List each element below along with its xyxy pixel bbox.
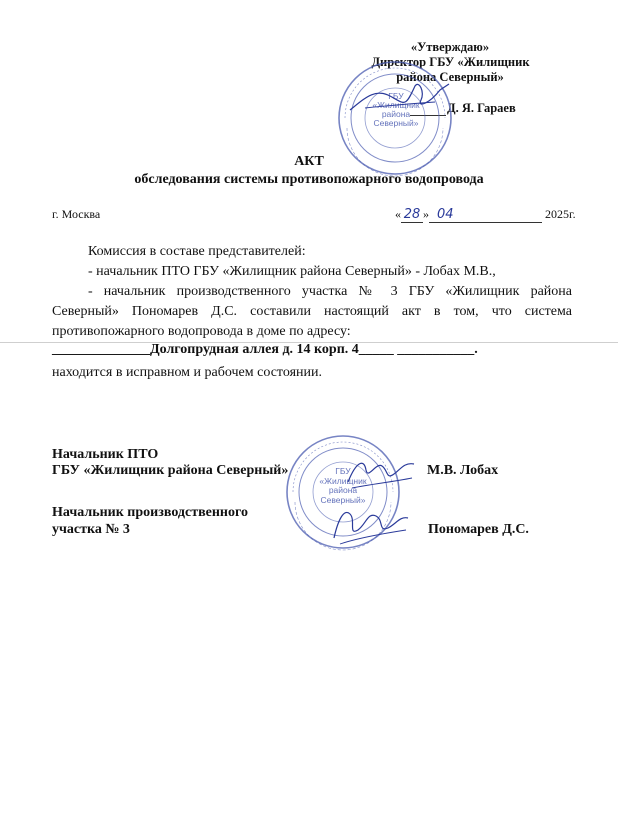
date-year: 2025г. xyxy=(545,207,576,221)
stamp-top-line3: района xyxy=(381,109,411,119)
stamp-bottom-line4: Северный» xyxy=(320,494,366,505)
commission-intro: Комиссия в составе представителей: xyxy=(88,244,306,259)
pto-title-line1: Начальник ПТО xyxy=(52,447,159,462)
approval-signer: Д. Я. Гараев xyxy=(447,101,516,115)
stamp-top-line4: Северный» xyxy=(373,118,419,128)
stamp-bottom-line1: ГБУ xyxy=(335,466,351,476)
building-address: ______________Долгопрудная аллея д. 14 корп. 4_____ ___________. xyxy=(52,342,478,357)
commission-member-2-line3: противопожарного водопровода в доме по адресу: xyxy=(52,324,351,339)
commission-member-2-line2: Северный» Пономарев Д.С. составили настоящий акт в том, что система xyxy=(52,304,572,319)
commission-member-2-line1: - начальник производственного участка № 3 ГБУ «Жилищник района xyxy=(88,284,572,299)
approval-position-line2: района Северный» xyxy=(396,70,504,84)
plot-name: Пономарев Д.С. xyxy=(428,522,529,537)
stamp-top-line1: ГБУ xyxy=(388,91,404,101)
date-open-quote: « xyxy=(395,207,401,221)
plot-title-line2: участка № 3 xyxy=(52,522,130,537)
commission-member-1: - начальник ПТО ГБУ «Жилищник района Северный» - Лобах М.В., xyxy=(88,264,496,279)
date-day: 28 xyxy=(401,207,423,223)
director-signature xyxy=(345,78,455,118)
approval-heading: «Утверждаю» xyxy=(410,40,490,54)
date-month: 04 xyxy=(429,207,542,223)
place-city: г. Москва xyxy=(52,207,101,221)
pto-title-line2: ГБУ «Жилищник района Северный» xyxy=(52,463,289,478)
document-date xyxy=(395,207,576,223)
pto-signature xyxy=(342,452,422,494)
stamp-top-line2: «Жилищник xyxy=(372,100,420,110)
plot-title-line1: Начальник производственного xyxy=(52,505,248,520)
approval-position-line1: Директор ГБУ «Жилищник xyxy=(371,55,530,69)
pto-name: М.В. Лобах xyxy=(427,463,499,478)
document-title: АКТ xyxy=(294,154,324,169)
date-close-quote: » xyxy=(423,207,429,221)
stamp-bottom-line3: района xyxy=(328,485,358,495)
condition-statement: находится в исправном и рабочем состоянии. xyxy=(52,365,322,380)
stamp-bottom-line2: «Жилищник xyxy=(319,475,367,486)
document-subtitle: обследования системы противопожарного водопровода xyxy=(134,172,484,187)
plot-signature xyxy=(328,500,413,548)
